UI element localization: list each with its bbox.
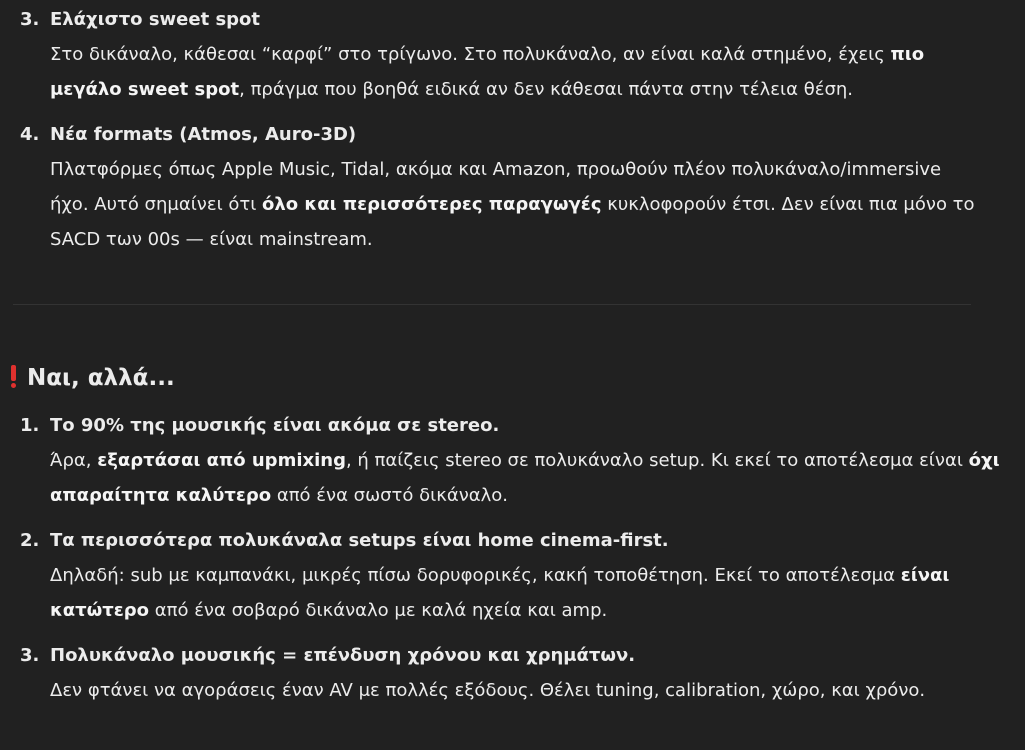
list-item-heading [20,414,1010,438]
bold-text: όλο και περισσότερες παραγωγές [262,194,602,215]
list-item-heading [20,123,1010,147]
list-item-title: Πολυκάναλο μουσικής = επένδυση χρόνου και χρημάτων. [50,645,636,666]
list-item-title: Τα περισσότερα πολυκάναλα setups είναι home cinema-first. [50,530,669,551]
bold-text: όχι [968,450,1000,471]
list-item [20,529,1010,628]
list-item-body [50,37,1010,107]
list-item [20,123,1010,257]
list-item-number: 1. [20,415,40,436]
body-text: , πράγμα που βοηθά ειδικά αν δεν κάθεσαι πάντα στην τέλεια θέση. [239,79,853,100]
list-item-body [50,558,1010,628]
body-text: από ένα σοβαρό δικάναλο με καλά ηχεία και amp. [149,600,608,621]
list-item-heading [20,644,1010,668]
body-text: Στο δικάναλο, κάθεσαι “καρφί” στο τρίγωνο. Στο πολυκάναλο, αν είναι καλά στημένο, έχεις [50,44,891,65]
divider [13,304,971,305]
list-item-heading [20,529,1010,553]
section-heading [10,363,175,393]
list-item-body [50,152,1010,257]
bold-text: κατώτερο [50,600,150,621]
bold-text: απαραίτητα καλύτερο [50,485,272,506]
bold-text: είναι [900,565,950,586]
body-text: από ένα σωστό δικάναλο. [271,485,508,506]
list-item [20,644,1010,708]
body-text: κυκλοφορούν έτσι. Δεν είναι πια μόνο το [601,194,975,215]
body-text: Πλατφόρμες όπως Apple Music, Tidal, ακόμα και Amazon, προωθούν πλέον πολυκάναλο/immersive [50,159,942,180]
body-text: , ή παίζεις stereo σε πολυκάναλο setup. Κι εκεί το αποτέλεσμα είναι [345,450,969,471]
list-item-number: 3. [20,645,40,666]
list-item-heading [20,8,1010,32]
list-item [20,8,1010,107]
body-text: SACD των 00s — είναι mainstream. [50,229,373,250]
list-item-body [50,443,1010,513]
list-item-number: 3. [20,9,40,30]
body-text: Δηλαδή: sub με καμπανάκι, μικρές πίσω δορυφορικές, κακή τοποθέτηση. Εκεί το αποτέλεσμα [50,565,901,586]
body-text: Άρα, [50,450,98,471]
list-item-title: Το 90% της μουσικής είναι ακόμα σε stereo. [50,415,500,436]
list-item-title: Ελάχιστο sweet spot [50,9,261,30]
list-item [20,414,1010,513]
list-item-body [50,673,1010,708]
exclamation-icon [10,365,17,387]
list-item-number: 4. [20,124,40,145]
body-text: Δεν φτάνει να αγοράσεις έναν AV με πολλές εξόδους. Θέλει tuning, calibration, χώρο, και χρόνο. [50,680,926,701]
bold-text: πιο [890,44,925,65]
list-item-number: 2. [20,530,40,551]
list-item-title: Νέα formats (Atmos, Auro-3D) [50,124,357,145]
bold-text: μεγάλο sweet spot [50,79,240,100]
body-text: ήχο. Αυτό σημαίνει ότι [50,194,263,215]
section-heading-text: Ναι, αλλά... [27,365,175,391]
bold-text: εξαρτάσαι από upmixing [97,450,346,471]
